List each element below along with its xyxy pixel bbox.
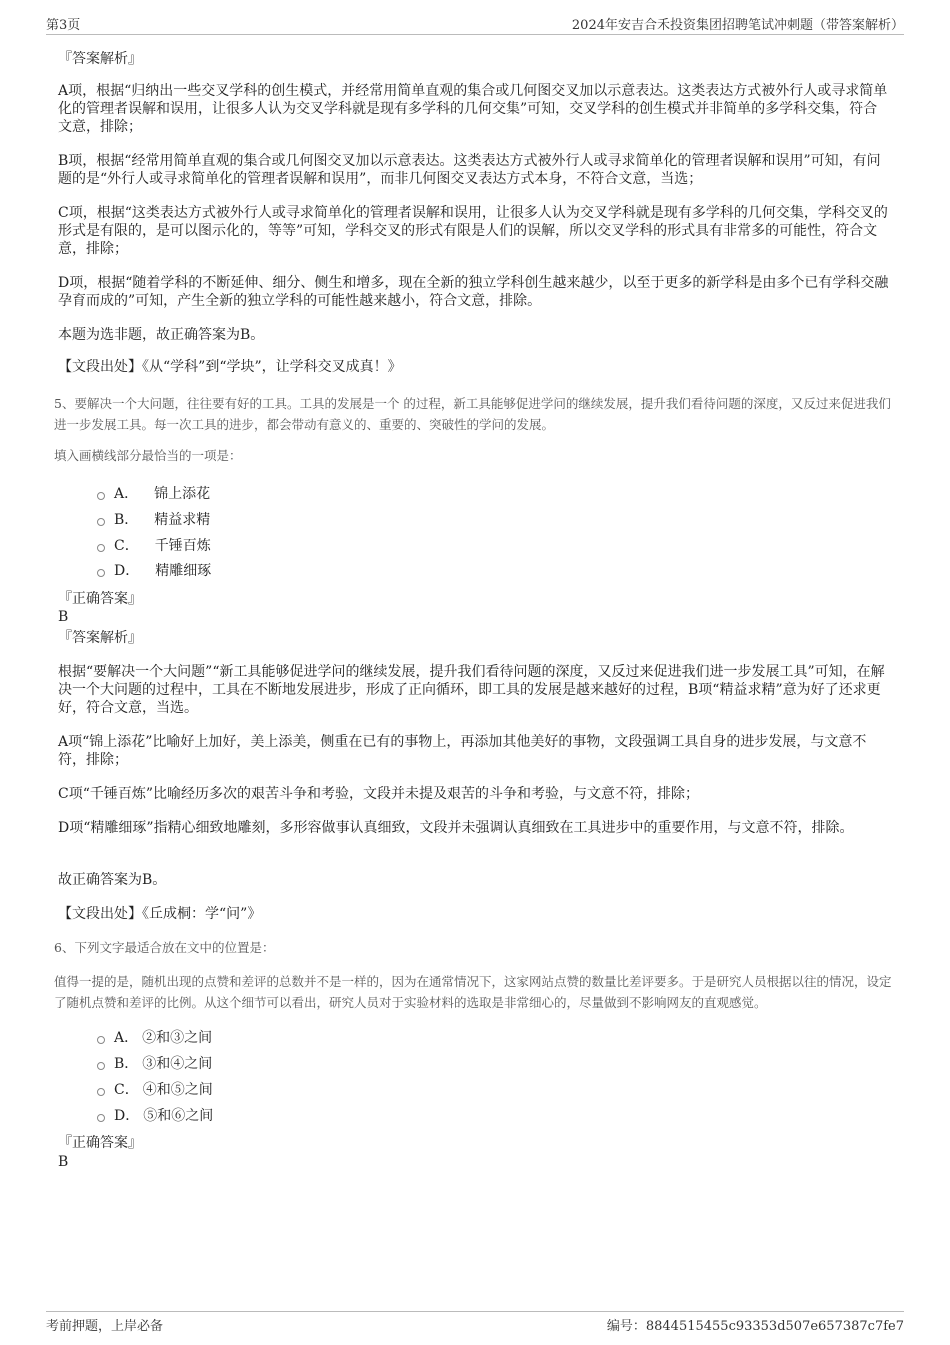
q5-correct-label: 『正确答案』	[58, 591, 142, 607]
q6-option-d[interactable]	[97, 1107, 213, 1125]
q4-analysis-label: 『答案解析』	[58, 51, 142, 67]
option-text: ⑤和⑥之间	[143, 1108, 214, 1124]
q5-option-c[interactable]	[97, 537, 211, 555]
option-key: C．	[114, 1082, 139, 1098]
option-key: A．	[114, 486, 139, 502]
radio-icon[interactable]	[97, 544, 105, 552]
option-key: B．	[114, 512, 139, 528]
radio-icon[interactable]	[97, 1114, 105, 1122]
radio-icon[interactable]	[97, 492, 105, 500]
radio-icon[interactable]	[97, 1062, 105, 1070]
option-text: 精益求精	[154, 512, 211, 528]
q5-analysis-label: 『答案解析』	[58, 630, 142, 646]
q5-conclusion: 故正确答案为B。	[58, 872, 167, 888]
q5-analysis-d: D项“精雕细琢”指精心细致地雕刻，多形容做事认真细致，文段并未强调认真细致在工具进步中的重要作用，与文意不符，排除。	[58, 820, 854, 836]
radio-icon[interactable]	[97, 569, 105, 577]
document-title: 2024年安吉合禾投资集团招聘笔试冲刺题（带答案解析）	[571, 18, 904, 33]
q5-analysis-a: A项“锦上添花”比喻好上加好，美上添美，侧重在已有的事物上，再添加其他美好的事物，文段强调工具自身的进步发展，与文意不符，排除；	[58, 734, 867, 768]
q6-passage: 值得一提的是，随机出现的点赞和差评的总数并不是一样的，因为在通常情况下，这家网站点赞的数量比差评要多。于是研究人员根据以往的情况，设定了随机点赞和差评的比例。从这个细节可以看出，研究人员对于实验材料的选取是非常细心的，尽量做到不影响网友的直观感觉。	[54, 974, 892, 1010]
q4-analysis-c: C项，根据“这类表达方式被外行人或寻求简单化的管理者误解和误用，让很多人认为交叉学科就是现有多学科的几何交集，学科交叉的形式是有限的，是可以图示化的，等等”可知，学科交叉的形式有限是人们的误解，所以交叉学科的形式具有非常多的可能性，符合文意，排除；	[58, 205, 888, 257]
footer-slogan: 考前押题，上岸必备	[46, 1319, 164, 1334]
option-text: ②和③之间	[142, 1030, 213, 1046]
q4-source: 【文段出处】《从“学科”到“学块”，让学科交叉成真！》	[58, 359, 402, 375]
option-text: ③和④之间	[142, 1056, 213, 1072]
option-key: B．	[114, 1056, 139, 1072]
option-key: D．	[114, 563, 140, 579]
option-text: 精雕细琢	[155, 563, 212, 579]
q5-analysis-main: 根据“要解决一个大问题”“新工具能够促进学问的继续发展，提升我们看待问题的深度，又反过来促进我们进一步发展工具”可知，在解决一个大问题的过程中，工具在不断地发展进步，形成了正向循环，即工具的发展是越来越好的过程，B项“精益求精”意为好了还求更好，符合文意，当选。	[58, 664, 885, 716]
option-key: A．	[114, 1030, 139, 1046]
q5-stem: 5、要解决一个大问题，往往要有好的工具。工具的发展是一个 的过程，新工具能够促进学问的继续发展，提升我们看待问题的深度，又反过来促进我们进一步发展工具。每一次工具的进步，都会带动有意义的、重要的、突破性的学问的发展。	[54, 396, 891, 432]
page-footer	[46, 1311, 904, 1336]
q5-source: 【文段出处】《丘成桐：学“问”》	[58, 906, 262, 922]
page-number: 第3页	[46, 18, 81, 33]
q5-option-b[interactable]	[97, 511, 210, 529]
q6-option-c[interactable]	[97, 1081, 213, 1099]
option-text: 千锤百炼	[154, 538, 211, 554]
q4-conclusion: 本题为选非题，故正确答案为B。	[58, 327, 265, 343]
q6-stem: 6、下列文字最适合放在文中的位置是：	[54, 940, 275, 955]
radio-icon[interactable]	[97, 518, 105, 526]
q6-correct-value: B	[58, 1154, 69, 1170]
option-text: 锦上添花	[154, 486, 211, 502]
q4-analysis-b: B项，根据“经常用简单直观的集合或几何图交叉加以示意表达。这类表达方式被外行人或寻求简单化的管理者误解和误用”可知，有问题的是“外行人或寻求简单化的管理者误解和误用”，而非几何图交叉表达方式本身，不符合文意，当选；	[58, 153, 881, 187]
q4-analysis-d: D项，根据“随着学科的不断延伸、细分、侧生和增多，现在全新的独立学科创生越来越少，以至于更多的新学科是由多个已有学科交融孕育而成的”可知，产生全新的独立学科的可能性越来越小，符合文意，排除。	[58, 275, 889, 309]
page-header	[46, 14, 904, 35]
radio-icon[interactable]	[97, 1036, 105, 1044]
q5-option-a[interactable]	[97, 485, 210, 503]
radio-icon[interactable]	[97, 1088, 105, 1096]
q6-option-a[interactable]	[97, 1029, 212, 1047]
q5-prompt: 填入画横线部分最恰当的一项是：	[54, 448, 242, 463]
q5-correct-value: B	[58, 609, 69, 625]
footer-serial: 编号：8844515455c93353d507e657387c7fe7	[606, 1319, 904, 1334]
option-text: ④和⑤之间	[142, 1082, 213, 1098]
q5-analysis-c: C项“千锤百炼”比喻经历多次的艰苦斗争和考验，文段并未提及艰苦的斗争和考验，与文意不符，排除；	[58, 786, 700, 802]
q5-option-d[interactable]	[97, 562, 211, 580]
q6-option-b[interactable]	[97, 1055, 212, 1073]
q6-correct-label: 『正确答案』	[58, 1135, 142, 1151]
option-key: C．	[114, 538, 139, 554]
q4-analysis-a: A项，根据“归纳出一些交叉学科的创生模式，并经常用简单直观的集合或几何图交叉加以示意表达。这类表达方式被外行人或寻求简单化的管理者误解和误用，让很多人认为交叉学科就是现有多学科的几何交集”可知，交叉学科的创生模式并非简单的多学科交集，符合文意，排除；	[58, 83, 888, 135]
option-key: D．	[114, 1108, 140, 1124]
